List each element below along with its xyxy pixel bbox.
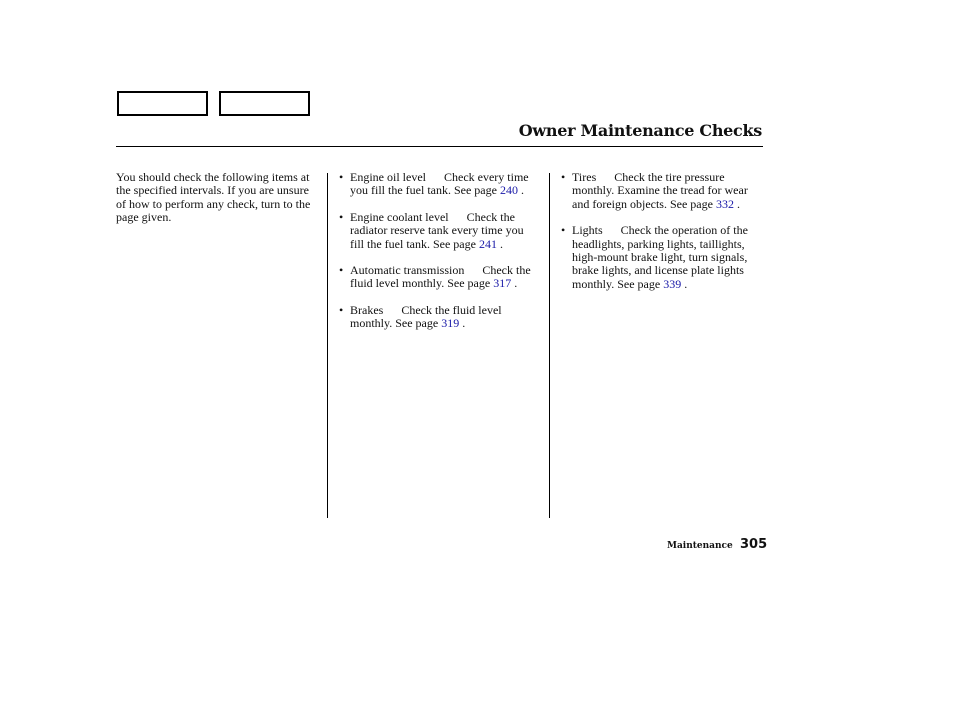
item-name: Engine oil level xyxy=(350,170,426,184)
column-divider xyxy=(327,173,328,518)
nav-next-button[interactable] xyxy=(219,91,310,116)
page-link[interactable]: 339 xyxy=(663,276,682,291)
page-title: Owner Maintenance Checks xyxy=(518,121,762,140)
item-end: . xyxy=(462,316,466,331)
item-name: Engine coolant level xyxy=(350,209,449,224)
item-end: . xyxy=(514,276,518,291)
item-name: Tires xyxy=(572,170,597,184)
item-name: Lights xyxy=(572,223,603,238)
item-text: Check the radiator reserve tank every time you fill the fuel tank. See page xyxy=(350,209,524,251)
page-link[interactable]: 319 xyxy=(441,316,460,331)
page-link[interactable]: 240 xyxy=(499,183,518,198)
column-divider xyxy=(549,173,550,518)
bullet: • xyxy=(339,302,344,317)
item-text: Check the tire pressure monthly. Examine the tread for wear and foreign objects. See page xyxy=(572,170,748,211)
checklist-item xyxy=(339,304,539,331)
page-link[interactable]: 241 xyxy=(478,236,497,251)
item-text: Check the operation of the headlights, parking lights, taillights, high-mount brake light, turn signals, brake lights, and license plate lights monthly. See page xyxy=(572,223,748,291)
checklist-column-1 xyxy=(339,171,539,344)
item-text: Check the fluid level monthly. See page xyxy=(350,263,531,291)
bullet: • xyxy=(561,223,566,238)
item-text: Check the fluid level monthly. See page xyxy=(350,302,502,331)
item-text: Check every time you fill the fuel tank. See page xyxy=(350,170,529,198)
item-end: . xyxy=(684,276,688,291)
bullet: • xyxy=(339,263,344,278)
item-end: . xyxy=(520,183,524,198)
nav-prev-button[interactable] xyxy=(117,91,208,116)
item-end: . xyxy=(499,236,503,251)
bullet: • xyxy=(339,209,344,224)
item-name: Automatic transmission xyxy=(350,263,465,278)
bullet: • xyxy=(561,170,566,184)
page-link[interactable]: 317 xyxy=(493,276,512,291)
footer-section-label: Maintenance xyxy=(667,541,733,551)
checklist-item xyxy=(339,264,539,291)
item-name: Brakes xyxy=(350,302,384,317)
checklist-item xyxy=(561,224,761,291)
item-end: . xyxy=(736,196,740,211)
intro-paragraph: You should check the following items at the specified intervals. If you are unsure of how to perform any check, turn to the page given. xyxy=(116,170,311,225)
checklist-item xyxy=(339,171,539,198)
checklist-column-2 xyxy=(561,171,761,304)
bullet: • xyxy=(339,170,344,184)
checklist-item xyxy=(339,211,539,251)
checklist-item xyxy=(561,171,761,211)
page-number: 305 xyxy=(740,537,768,552)
header-divider xyxy=(116,146,763,147)
page-link[interactable]: 332 xyxy=(715,196,734,211)
